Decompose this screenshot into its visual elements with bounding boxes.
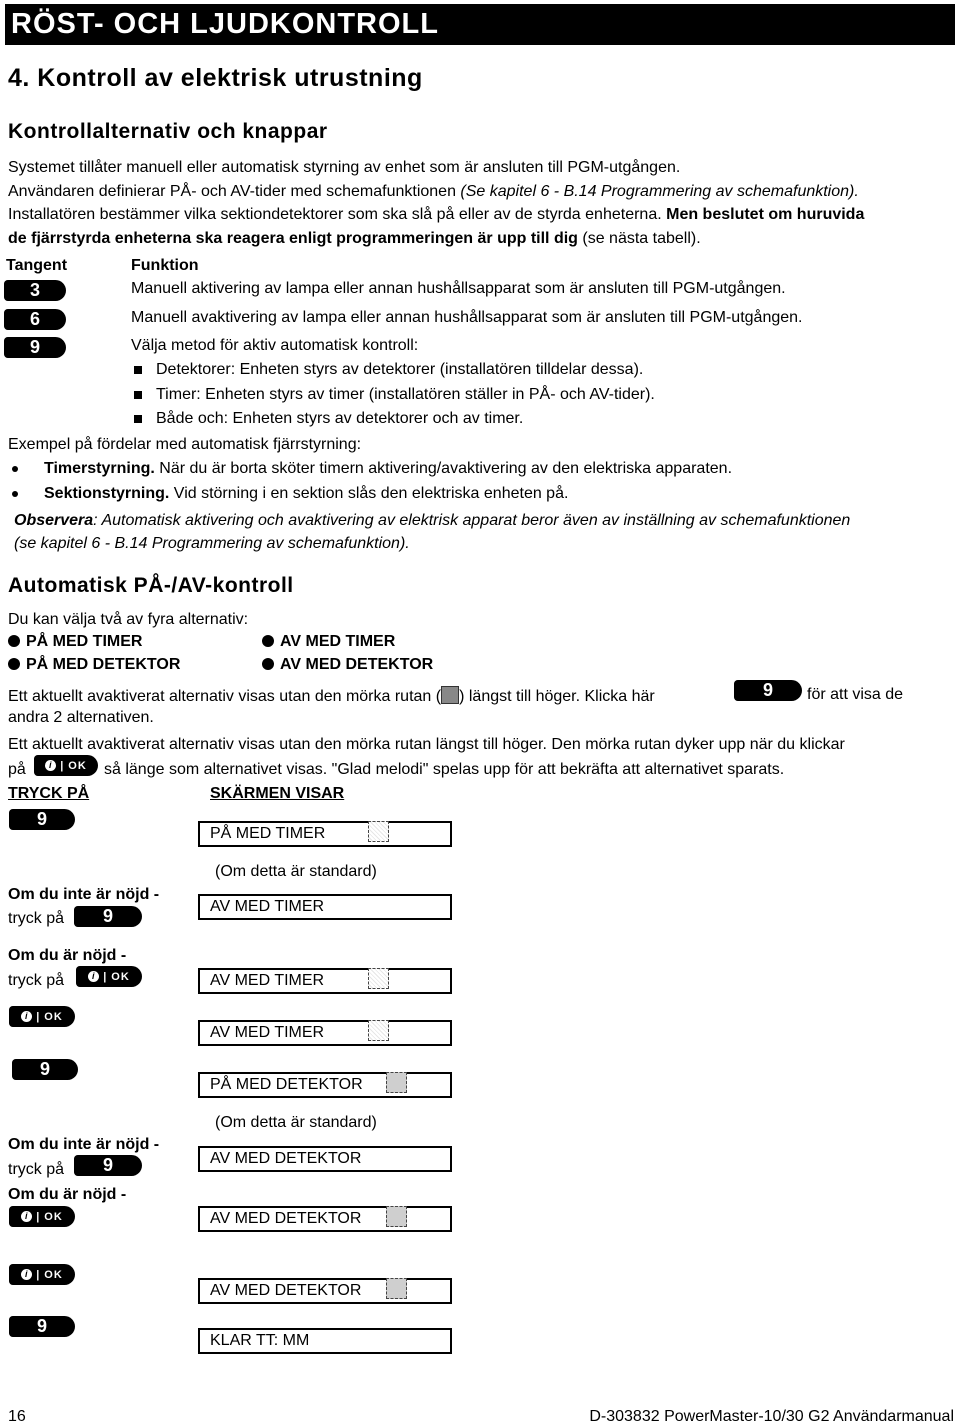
- key-9-button[interactable]: 9: [12, 1059, 78, 1080]
- square-bullet-icon: [134, 415, 142, 423]
- table-header-key: Tangent: [6, 257, 68, 274]
- ok-button[interactable]: i | OK: [76, 966, 142, 987]
- table-header-function: Funktion: [131, 257, 199, 274]
- bullet-icon: [8, 635, 20, 647]
- section-title: 4. Kontroll av elektrisk utrustning: [8, 64, 423, 92]
- note-line-1: Observera: Automatisk aktivering och avaktivering av elektrisk apparat beror även av inställning av schemafunktionen: [14, 512, 851, 529]
- option-item: AV MED DETEKTOR: [262, 656, 433, 674]
- info-icon: i: [21, 1011, 32, 1022]
- display-screen: AV MED DETEKTOR: [198, 1206, 452, 1232]
- option-item: PÅ MED TIMER: [8, 633, 142, 651]
- press-label: tryck på: [8, 1161, 65, 1178]
- dark-square-icon: [368, 968, 389, 989]
- satisfied-label: Om du är nöjd -: [8, 1186, 127, 1203]
- ok-button[interactable]: i | OK: [9, 1006, 75, 1027]
- square-bullet-icon: [134, 391, 142, 399]
- dark-square-icon: [386, 1206, 407, 1227]
- table-row-text: Välja metod för aktiv automatisk kontroll:: [131, 337, 419, 354]
- intro-line-1: Systemet tillåter manuell eller automatisk styrning av enhet som är ansluten till PGM-utgången.: [8, 159, 681, 176]
- intro-line-3: Installatören bestämmer vilka sektiondetektorer som ska slå på eller av de styrda enheterna. Men beslutet om huruvida: [8, 206, 865, 223]
- not-satisfied-label: Om du inte är nöjd -: [8, 1136, 160, 1153]
- square-bullet-icon: [134, 366, 142, 374]
- not-satisfied-label: Om du inte är nöjd -: [8, 886, 160, 903]
- display-screen: KLAR TT: MM: [198, 1328, 452, 1354]
- key-9-button[interactable]: 9: [4, 337, 66, 358]
- option-item: AV MED TIMER: [262, 633, 395, 651]
- dark-square-icon: [386, 1072, 407, 1093]
- info-icon: i: [21, 1269, 32, 1280]
- key-9-button[interactable]: 9: [9, 809, 75, 830]
- key-9-button[interactable]: 9: [734, 680, 802, 701]
- key-3-button[interactable]: 3: [4, 280, 66, 301]
- info-icon: i: [45, 760, 56, 771]
- default-note: (Om detta är standard): [215, 863, 377, 880]
- key-9-button[interactable]: 9: [9, 1316, 75, 1337]
- key-9-button[interactable]: 9: [74, 1155, 142, 1176]
- press-label: tryck på: [8, 972, 65, 989]
- page-number: 16: [8, 1408, 26, 1425]
- bullet-icon: [262, 635, 274, 647]
- para1-line-2: andra 2 alternativen.: [8, 709, 154, 726]
- dark-square-icon: [386, 1278, 407, 1299]
- display-screen: PÅ MED TIMER: [198, 821, 452, 847]
- para2-line-1: Ett aktuellt avaktiverat alternativ visas utan den mörka rutan längst till höger. Den mörka rutan dyker upp när du klickar: [8, 736, 845, 753]
- examples-title: Exempel på fördelar med automatisk fjärrstyrning:: [8, 436, 362, 453]
- info-icon: i: [21, 1211, 32, 1222]
- display-screen: AV MED TIMER: [198, 968, 452, 994]
- para2-prefix: på: [8, 761, 26, 778]
- press-label: tryck på: [8, 910, 65, 927]
- list-item: Både och: Enheten styrs av detektorer och av timer.: [134, 410, 523, 428]
- auto-title: Automatisk PÅ-/AV-kontroll: [8, 574, 294, 597]
- intro-line-2: Användaren definierar PÅ- och AV-tider med schemafunktionen (Se kapitel 6 - B.14 Programmering av schemafunktion).: [8, 183, 859, 200]
- table-row-text: Manuell aktivering av lampa eller annan hushållsapparat som är ansluten till PGM-utgången.: [131, 280, 786, 297]
- header-title: RÖST- OCH LJUDKONTROLL: [11, 8, 439, 40]
- list-item: Timerstyrning. När du är borta sköter timern aktivering/avaktivering av den elektriska apparaten.: [12, 460, 732, 478]
- header-bar: [5, 4, 955, 45]
- display-screen: AV MED DETEKTOR: [198, 1278, 452, 1304]
- info-icon: i: [88, 971, 99, 982]
- subsection-title: Kontrollalternativ och knappar: [8, 120, 328, 143]
- display-screen: AV MED TIMER: [198, 894, 452, 920]
- auto-choose: Du kan välja två av fyra alternativ:: [8, 611, 249, 628]
- ok-button[interactable]: i | OK: [9, 1264, 75, 1285]
- para1-line-1: Ett aktuellt avaktiverat alternativ visas utan den mörka rutan ( ) längst till höger. Klicka här: [8, 688, 655, 705]
- document-id: D-303832 PowerMaster-10/30 G2 Användarmanual: [589, 1408, 954, 1425]
- dark-square-icon: [441, 686, 459, 704]
- col-press-header: TRYCK PÅ: [8, 785, 90, 802]
- list-item: Timer: Enheten styrs av timer (installatören ställer in PÅ- och AV-tider).: [134, 386, 655, 404]
- option-item: PÅ MED DETEKTOR: [8, 656, 180, 674]
- display-screen: AV MED TIMER: [198, 1020, 452, 1046]
- list-item: Detektorer: Enheten styrs av detektorer (installatören tilldelar dessa).: [134, 361, 643, 379]
- note-line-2: (se kapitel 6 - B.14 Programmering av schemafunktion).: [14, 535, 410, 552]
- default-note: (Om detta är standard): [215, 1114, 377, 1131]
- ok-button[interactable]: i | OK: [9, 1206, 75, 1227]
- dark-square-icon: [368, 821, 389, 842]
- list-item: Sektionstyrning. Vid störning i en sektion slås den elektriska enheten på.: [12, 485, 568, 503]
- para2-line-2: så länge som alternativet visas. "Glad melodi" spelas upp för att bekräfta att alternativet sparats.: [104, 761, 785, 778]
- dark-square-icon: [368, 1020, 389, 1041]
- satisfied-label: Om du är nöjd -: [8, 947, 127, 964]
- bullet-icon: [12, 491, 18, 497]
- ok-button[interactable]: i | OK: [34, 755, 98, 776]
- key-6-button[interactable]: 6: [4, 309, 66, 330]
- bullet-icon: [8, 658, 20, 670]
- para1-tail: för att visa de: [807, 686, 904, 703]
- display-screen: PÅ MED DETEKTOR: [198, 1072, 452, 1098]
- bullet-icon: [262, 658, 274, 670]
- bullet-icon: [12, 466, 18, 472]
- col-screen-header: SKÄRMEN VISAR: [210, 785, 345, 802]
- table-row-text: Manuell avaktivering av lampa eller annan hushållsapparat som är ansluten till PGM-utgången.: [131, 309, 803, 326]
- display-screen: AV MED DETEKTOR: [198, 1146, 452, 1172]
- intro-line-4: de fjärrstyrda enheterna ska reagera enligt programmeringen är upp till dig (se nästa tabell).: [8, 230, 701, 247]
- key-9-button[interactable]: 9: [74, 906, 142, 927]
